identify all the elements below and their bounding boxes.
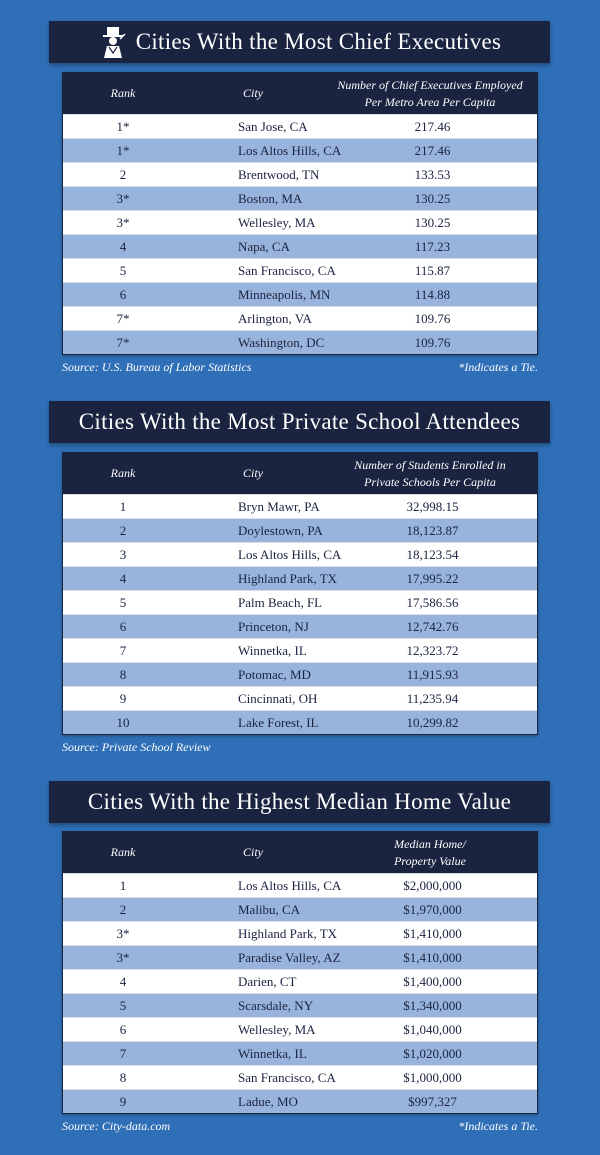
table-row (63, 186, 537, 210)
cell-rank: 4 (119, 973, 127, 989)
cell-city: Los Altos Hills, CA (238, 546, 342, 562)
cell-city: Wellesley, MA (238, 1021, 316, 1037)
cell-value: 12,323.72 (406, 642, 459, 658)
cell-rank: 3* (116, 949, 130, 965)
cell-city: Lake Forest, IL (238, 714, 319, 730)
header-value (323, 457, 537, 491)
cell-rank: 5 (119, 594, 127, 610)
cell-city: San Francisco, CA (238, 1069, 336, 1085)
cell-city: Washington, DC (238, 334, 325, 350)
source-note: Source: City-data.com (62, 1119, 171, 1133)
header-value-line1: Number of Chief Executives Employed (337, 77, 523, 92)
header-value-line2: Property Value (394, 853, 466, 868)
cell-city: Highland Park, TX (238, 570, 338, 586)
header-value-line1: Median Home/ (394, 836, 466, 851)
cell-city: Brentwood, TN (238, 166, 320, 182)
cell-rank: 6 (119, 1021, 127, 1037)
cell-value: 217.46 (414, 142, 451, 158)
table-row (63, 258, 537, 282)
section-title: Cities With the Most Private School Attendees (78, 409, 521, 434)
table-row (63, 873, 537, 897)
section-title-banner (49, 401, 550, 443)
cell-city: Arlington, VA (238, 310, 312, 326)
cell-value: 130.25 (414, 214, 451, 230)
cell-city: Winnetka, IL (238, 1045, 307, 1061)
cell-rank: 9 (119, 690, 127, 706)
cell-city: Highland Park, TX (238, 925, 338, 941)
table-row (63, 1065, 537, 1089)
cell-value: 217.46 (414, 118, 451, 134)
header-rank: Rank (110, 466, 136, 480)
cell-value: $2,000,000 (403, 877, 462, 893)
cell-city: Cincinnati, OH (238, 690, 318, 706)
table-row (63, 638, 537, 662)
table-row (63, 614, 537, 638)
cell-city: Palm Beach, FL (238, 594, 323, 610)
cell-value: $1,410,000 (403, 925, 462, 941)
cell-city: Malibu, CA (238, 901, 301, 917)
tie-note: *Indicates a Tie. (458, 360, 538, 374)
cell-value: 12,742.76 (406, 618, 459, 634)
section-title-banner (49, 21, 550, 63)
table-body (63, 494, 537, 734)
source-note: Source: U.S. Bureau of Labor Statistics (62, 360, 252, 374)
table-row (63, 518, 537, 542)
table-row (63, 210, 537, 234)
cell-rank: 5 (119, 997, 127, 1013)
table-row (63, 921, 537, 945)
data-table (62, 72, 538, 355)
cell-city: Boston, MA (238, 190, 303, 206)
cell-city: Darien, CT (238, 973, 297, 989)
table-header (63, 73, 537, 114)
cell-city: Potomac, MD (238, 666, 311, 682)
table-body (63, 114, 537, 354)
cell-city: San Francisco, CA (238, 262, 336, 278)
cell-value: 18,123.87 (406, 522, 459, 538)
cell-rank: 5 (119, 262, 127, 278)
cell-rank: 7* (116, 310, 130, 326)
table-row (63, 686, 537, 710)
cell-city: Ladue, MO (238, 1093, 298, 1109)
table-row (63, 897, 537, 921)
cell-value: 117.23 (414, 238, 451, 254)
table-row (63, 114, 537, 138)
cell-value: 10,299.82 (406, 714, 459, 730)
table-row (63, 330, 537, 354)
tie-note: *Indicates a Tie. (458, 1119, 538, 1133)
cell-city: Doylestown, PA (238, 522, 323, 538)
cell-rank: 2 (119, 166, 127, 182)
cell-value: 11,235.94 (406, 690, 459, 706)
cell-value: $997,327 (408, 1093, 457, 1109)
table-row (63, 1041, 537, 1065)
cell-value: 109.76 (414, 310, 451, 326)
cell-rank: 1* (116, 118, 130, 134)
cell-rank: 4 (119, 570, 127, 586)
cell-city: Bryn Mawr, PA (238, 498, 320, 514)
cell-rank: 6 (119, 618, 127, 634)
section-title-banner (49, 781, 550, 823)
cell-value: $1,410,000 (403, 949, 462, 965)
cell-city: Princeton, NJ (238, 618, 309, 634)
table-row (63, 662, 537, 686)
table-row (63, 1089, 537, 1113)
table-header (63, 832, 537, 873)
header-value-line2: Per Metro Area Per Capita (364, 94, 496, 109)
top-hat-man-icon (98, 25, 128, 59)
cell-rank: 1 (119, 877, 127, 893)
table-row (63, 306, 537, 330)
data-table (62, 831, 538, 1114)
table-row (63, 1017, 537, 1041)
table-row (63, 945, 537, 969)
cell-value: 18,123.54 (406, 546, 459, 562)
table-header (63, 453, 537, 494)
cell-rank: 8 (119, 1069, 127, 1085)
data-table (62, 452, 538, 735)
section-title: Cities With the Most Chief Executives (135, 29, 502, 54)
cell-rank: 3* (116, 925, 130, 941)
cell-rank: 7 (119, 1045, 127, 1061)
table-row (63, 494, 537, 518)
cell-city: Wellesley, MA (238, 214, 316, 230)
cell-value: $1,040,000 (403, 1021, 462, 1037)
table-row (63, 969, 537, 993)
table-row (63, 710, 537, 734)
cell-value: $1,400,000 (403, 973, 462, 989)
cell-value: 115.87 (414, 262, 451, 278)
header-city: City (243, 845, 263, 859)
cell-value: 17,586.56 (406, 594, 459, 610)
table-body (63, 873, 537, 1113)
cell-rank: 3 (119, 546, 127, 562)
cell-rank: 2 (119, 901, 127, 917)
cell-city: Scarsdale, NY (238, 997, 314, 1013)
section-title: Cities With the Highest Median Home Value (87, 789, 512, 814)
cell-rank: 1 (119, 498, 127, 514)
cell-value: 17,995.22 (406, 570, 459, 586)
cell-value: $1,340,000 (403, 997, 462, 1013)
cell-city: Paradise Valley, AZ (238, 949, 341, 965)
cell-rank: 8 (119, 666, 127, 682)
header-value (323, 77, 537, 111)
cell-value: 109.76 (414, 334, 451, 350)
cell-value: 32,998.15 (406, 498, 459, 514)
cell-rank: 7 (119, 642, 127, 658)
header-value (323, 836, 537, 870)
table-row (63, 282, 537, 306)
source-note: Source: Private School Review (62, 740, 211, 754)
cell-city: Napa, CA (238, 238, 290, 254)
header-city: City (243, 86, 263, 100)
cell-value: 11,915.93 (406, 666, 459, 682)
cell-value: $1,020,000 (403, 1045, 462, 1061)
cell-rank: 7* (116, 334, 130, 350)
header-value-line1: Number of Students Enrolled in (354, 457, 506, 472)
cell-city: Minneapolis, MN (238, 286, 331, 302)
cell-city: San Jose, CA (238, 118, 308, 134)
cell-rank: 10 (116, 714, 130, 730)
table-row (63, 566, 537, 590)
cell-value: 114.88 (414, 286, 451, 302)
header-city: City (243, 466, 263, 480)
header-rank: Rank (110, 845, 136, 859)
cell-rank: 4 (119, 238, 127, 254)
header-value-line2: Private Schools Per Capita (364, 474, 496, 489)
table-row (63, 993, 537, 1017)
table-row (63, 162, 537, 186)
cell-rank: 9 (119, 1093, 127, 1109)
cell-city: Los Altos Hills, CA (238, 142, 342, 158)
cell-value: $1,000,000 (403, 1069, 462, 1085)
table-row (63, 138, 537, 162)
table-row (63, 590, 537, 614)
cell-city: Los Altos Hills, CA (238, 877, 342, 893)
cell-value: 130.25 (414, 190, 451, 206)
table-row (63, 542, 537, 566)
table-row (63, 234, 537, 258)
header-rank: Rank (110, 86, 136, 100)
cell-rank: 2 (119, 522, 127, 538)
cell-value: 133.53 (414, 166, 451, 182)
cell-rank: 6 (119, 286, 127, 302)
cell-value: $1,970,000 (403, 901, 462, 917)
cell-rank: 3* (116, 214, 130, 230)
cell-city: Winnetka, IL (238, 642, 307, 658)
cell-rank: 3* (116, 190, 130, 206)
cell-rank: 1* (116, 142, 130, 158)
